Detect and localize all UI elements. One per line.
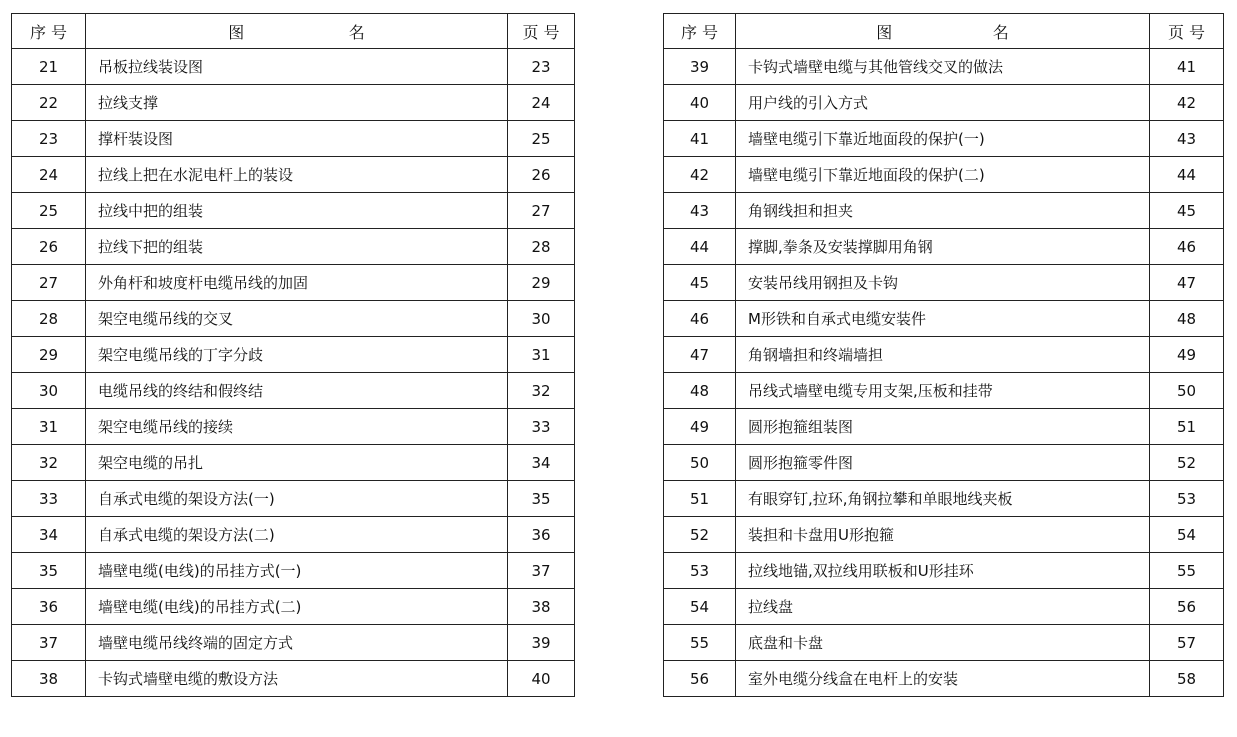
- toc-table-left: [11, 13, 575, 697]
- row-title: 墙壁电缆(电线)的吊挂方式(二): [86, 589, 508, 625]
- row-title: 圆形抱箍零件图: [736, 445, 1150, 481]
- table-header-row: [664, 14, 1224, 49]
- row-number: 44: [664, 229, 736, 265]
- row-title: 墙壁电缆引下靠近地面段的保护(一): [736, 121, 1150, 157]
- row-page: 30: [508, 301, 575, 337]
- table-row: [12, 373, 575, 409]
- table-row: [12, 49, 575, 85]
- row-number: 34: [12, 517, 86, 553]
- row-page: 26: [508, 157, 575, 193]
- row-page: 52: [1150, 445, 1224, 481]
- row-number: 30: [12, 373, 86, 409]
- row-title: 吊板拉线装设图: [86, 49, 508, 85]
- row-title: 用户线的引入方式: [736, 85, 1150, 121]
- row-number: 26: [12, 229, 86, 265]
- row-page: 41: [1150, 49, 1224, 85]
- header-number: 序 号: [12, 14, 86, 49]
- table-row: [12, 445, 575, 481]
- row-page: 38: [508, 589, 575, 625]
- row-title: 角钢墙担和终端墙担: [736, 337, 1150, 373]
- row-title: 外角杆和坡度杆电缆吊线的加固: [86, 265, 508, 301]
- table-row: [664, 481, 1224, 517]
- row-number: 51: [664, 481, 736, 517]
- table-row: [12, 589, 575, 625]
- row-page: 53: [1150, 481, 1224, 517]
- row-page: 35: [508, 481, 575, 517]
- row-title: 圆形抱箍组装图: [736, 409, 1150, 445]
- row-number: 48: [664, 373, 736, 409]
- toc-table-right: [663, 13, 1224, 697]
- row-number: 28: [12, 301, 86, 337]
- row-number: 37: [12, 625, 86, 661]
- row-number: 46: [664, 301, 736, 337]
- row-title: 撑脚,拳条及安装撑脚用角钢: [736, 229, 1150, 265]
- row-page: 39: [508, 625, 575, 661]
- header-page: 页 号: [508, 14, 575, 49]
- row-number: 21: [12, 49, 86, 85]
- table-row: [12, 121, 575, 157]
- row-page: 29: [508, 265, 575, 301]
- header-title-char-2: 名: [348, 22, 365, 42]
- row-number: 47: [664, 337, 736, 373]
- row-page: 45: [1150, 193, 1224, 229]
- row-title: 电缆吊线的终结和假终结: [86, 373, 508, 409]
- row-title: 架空电缆吊线的交叉: [86, 301, 508, 337]
- row-title: 架空电缆吊线的接续: [86, 409, 508, 445]
- row-title: 拉线中把的组装: [86, 193, 508, 229]
- row-title: 自承式电缆的架设方法(一): [86, 481, 508, 517]
- row-page: 34: [508, 445, 575, 481]
- table-row: [664, 301, 1224, 337]
- row-title: 架空电缆的吊扎: [86, 445, 508, 481]
- row-number: 56: [664, 661, 736, 697]
- table-row: [12, 517, 575, 553]
- table-row: [12, 553, 575, 589]
- table-row: [664, 553, 1224, 589]
- table-row: [12, 661, 575, 697]
- row-number: 53: [664, 553, 736, 589]
- table-row: [664, 373, 1224, 409]
- row-page: 47: [1150, 265, 1224, 301]
- row-number: 23: [12, 121, 86, 157]
- row-number: 24: [12, 157, 86, 193]
- row-title: 底盘和卡盘: [736, 625, 1150, 661]
- row-number: 38: [12, 661, 86, 697]
- row-page: 54: [1150, 517, 1224, 553]
- row-title: 自承式电缆的架设方法(二): [86, 517, 508, 553]
- row-number: 39: [664, 49, 736, 85]
- row-number: 32: [12, 445, 86, 481]
- row-page: 23: [508, 49, 575, 85]
- table-row: [664, 445, 1224, 481]
- row-page: 43: [1150, 121, 1224, 157]
- row-page: 40: [508, 661, 575, 697]
- row-number: 54: [664, 589, 736, 625]
- table-row: [664, 661, 1224, 697]
- header-number: 序 号: [664, 14, 736, 49]
- row-page: 42: [1150, 85, 1224, 121]
- row-title: 安装吊线用钢担及卡钩: [736, 265, 1150, 301]
- table-row: [12, 229, 575, 265]
- row-page: 31: [508, 337, 575, 373]
- row-title: 拉线上把在水泥电杆上的装设: [86, 157, 508, 193]
- table-row: [12, 409, 575, 445]
- header-title-char-2: 名: [992, 22, 1009, 42]
- table-row: [12, 157, 575, 193]
- table-row: [12, 625, 575, 661]
- table-header-row: [12, 14, 575, 49]
- table-row: [664, 157, 1224, 193]
- row-page: 51: [1150, 409, 1224, 445]
- row-number: 35: [12, 553, 86, 589]
- row-number: 27: [12, 265, 86, 301]
- row-page: 27: [508, 193, 575, 229]
- row-page: 48: [1150, 301, 1224, 337]
- table-row: [664, 121, 1224, 157]
- header-title-char-1: 图: [228, 22, 245, 42]
- header-page: 页 号: [1150, 14, 1224, 49]
- table-row: [12, 193, 575, 229]
- header-title: [736, 14, 1150, 49]
- row-page: 44: [1150, 157, 1224, 193]
- table-row: [664, 229, 1224, 265]
- row-number: 29: [12, 337, 86, 373]
- table-row: [664, 49, 1224, 85]
- table-row: [664, 517, 1224, 553]
- table-row: [664, 193, 1224, 229]
- row-number: 25: [12, 193, 86, 229]
- table-row: [664, 409, 1224, 445]
- table-row: [664, 625, 1224, 661]
- row-number: 42: [664, 157, 736, 193]
- header-title-char-1: 图: [876, 22, 893, 42]
- row-number: 33: [12, 481, 86, 517]
- table-row: [12, 337, 575, 373]
- row-number: 22: [12, 85, 86, 121]
- row-title: 架空电缆吊线的丁字分歧: [86, 337, 508, 373]
- row-page: 57: [1150, 625, 1224, 661]
- table-row: [664, 85, 1224, 121]
- row-page: 56: [1150, 589, 1224, 625]
- row-title: 角钢线担和担夹: [736, 193, 1150, 229]
- row-title: 拉线地锚,双拉线用联板和U形挂环: [736, 553, 1150, 589]
- row-page: 58: [1150, 661, 1224, 697]
- row-number: 40: [664, 85, 736, 121]
- row-page: 46: [1150, 229, 1224, 265]
- row-title: 卡钩式墙壁电缆的敷设方法: [86, 661, 508, 697]
- row-page: 32: [508, 373, 575, 409]
- row-title: 拉线盘: [736, 589, 1150, 625]
- row-page: 37: [508, 553, 575, 589]
- table-row: [12, 85, 575, 121]
- table-row: [664, 589, 1224, 625]
- row-title: 室外电缆分线盒在电杆上的安装: [736, 661, 1150, 697]
- row-title: 墙壁电缆引下靠近地面段的保护(二): [736, 157, 1150, 193]
- row-title: 墙壁电缆(电线)的吊挂方式(一): [86, 553, 508, 589]
- row-title: 有眼穿钉,拉环,角钢拉攀和单眼地线夹板: [736, 481, 1150, 517]
- table-row: [12, 301, 575, 337]
- table-row: [664, 265, 1224, 301]
- row-number: 41: [664, 121, 736, 157]
- row-page: 24: [508, 85, 575, 121]
- row-page: 50: [1150, 373, 1224, 409]
- table-row: [12, 481, 575, 517]
- row-page: 49: [1150, 337, 1224, 373]
- table-row: [664, 337, 1224, 373]
- row-number: 52: [664, 517, 736, 553]
- row-title: M形铁和自承式电缆安装件: [736, 301, 1150, 337]
- row-number: 49: [664, 409, 736, 445]
- row-title: 吊线式墙壁电缆专用支架,压板和挂带: [736, 373, 1150, 409]
- header-title: [86, 14, 508, 49]
- row-page: 25: [508, 121, 575, 157]
- table-row: [12, 265, 575, 301]
- row-page: 33: [508, 409, 575, 445]
- row-number: 55: [664, 625, 736, 661]
- row-title: 墙壁电缆吊线终端的固定方式: [86, 625, 508, 661]
- row-number: 45: [664, 265, 736, 301]
- row-title: 拉线下把的组装: [86, 229, 508, 265]
- row-title: 装担和卡盘用U形抱箍: [736, 517, 1150, 553]
- row-number: 50: [664, 445, 736, 481]
- row-page: 55: [1150, 553, 1224, 589]
- row-title: 卡钩式墙壁电缆与其他管线交叉的做法: [736, 49, 1150, 85]
- row-number: 36: [12, 589, 86, 625]
- row-page: 36: [508, 517, 575, 553]
- row-title: 拉线支撑: [86, 85, 508, 121]
- row-title: 撑杆装设图: [86, 121, 508, 157]
- row-page: 28: [508, 229, 575, 265]
- row-number: 43: [664, 193, 736, 229]
- row-number: 31: [12, 409, 86, 445]
